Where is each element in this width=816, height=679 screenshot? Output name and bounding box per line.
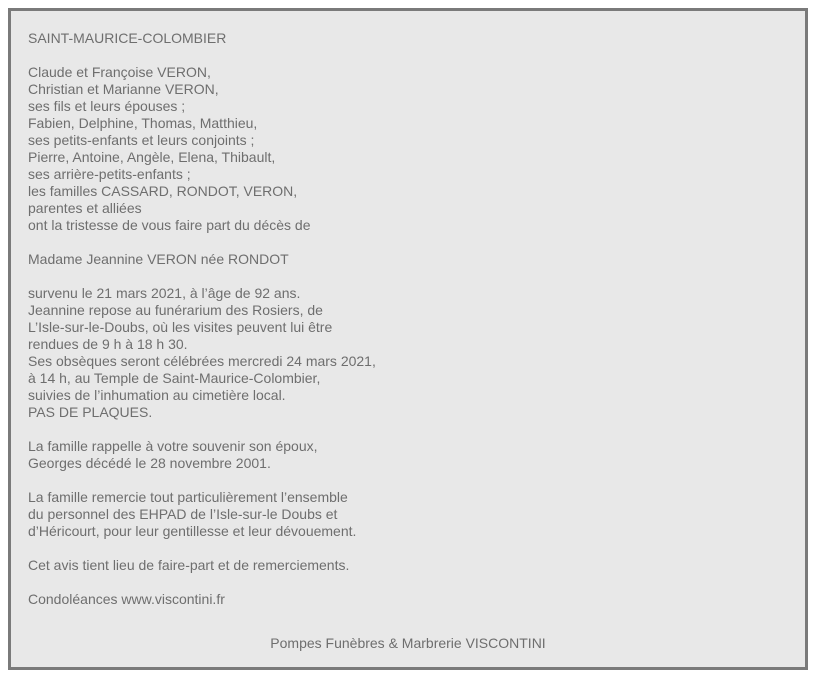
family-line: parentes et alliées <box>28 200 142 216</box>
thanks-line: d’Héricourt, pour leur gentillesse et leur dévouement. <box>28 523 357 539</box>
spacer <box>28 421 795 438</box>
details-line: Ses obsèques seront célébrées mercredi 24 mars 2021, <box>28 353 376 369</box>
family-line: Fabien, Delphine, Thomas, Matthieu, <box>28 115 258 131</box>
family-line: ses arrière-petits-enfants ; <box>28 166 191 182</box>
family-line: les familles CASSARD, RONDOT, VERON, <box>28 183 298 199</box>
details-line: à 14 h, au Temple de Saint-Maurice-Colombier, <box>28 370 321 386</box>
spacer <box>28 234 795 251</box>
thanks-line: du personnel des EHPAD de l’Isle-sur-le Doubs et <box>28 506 338 522</box>
family-line: ses fils et leurs épouses ; <box>28 98 186 114</box>
thanks-line: La famille remercie tout particulièrement l’ensemble <box>28 489 348 505</box>
details-line: Jeannine repose au funérarium des Rosiers, de <box>28 302 323 318</box>
details-line: survenu le 21 mars 2021, à l’âge de 92 ans. <box>28 285 301 301</box>
details-line: suivies de l’inhumation au cimetière local. <box>28 387 286 403</box>
details-line: L’Isle-sur-le-Doubs, où les visites peuvent lui être <box>28 319 333 335</box>
obituary-notice <box>8 8 808 670</box>
spacer <box>28 574 795 591</box>
details-line: PAS DE PLAQUES. <box>28 404 153 420</box>
family-line: Claude et Françoise VERON, <box>28 64 211 80</box>
notice-body <box>28 30 795 608</box>
family-line: ses petits-enfants et leurs conjoints ; <box>28 132 255 148</box>
closing-line: Cet avis tient lieu de faire-part et de remerciements. <box>28 557 350 573</box>
family-line: ont la tristesse de vous faire part du décès de <box>28 217 311 233</box>
details-line: rendues de 9 h à 18 h 30. <box>28 336 188 352</box>
town-heading: SAINT-MAURICE-COLOMBIER <box>28 30 227 46</box>
spacer <box>28 540 795 557</box>
condolences-line: Condoléances www.viscontini.fr <box>28 591 225 607</box>
deceased-name: Madame Jeannine VERON née RONDOT <box>28 251 289 267</box>
spacer <box>28 268 795 285</box>
remembrance-line: La famille rappelle à votre souvenir son époux, <box>28 438 318 454</box>
family-line: Christian et Marianne VERON, <box>28 81 219 97</box>
remembrance-line: Georges décédé le 28 novembre 2001. <box>28 455 271 471</box>
family-line: Pierre, Antoine, Angèle, Elena, Thibault, <box>28 149 276 165</box>
funeral-home-footer: Pompes Funèbres & Marbrerie VISCONTINI <box>270 635 546 651</box>
spacer <box>28 47 795 64</box>
spacer <box>28 472 795 489</box>
